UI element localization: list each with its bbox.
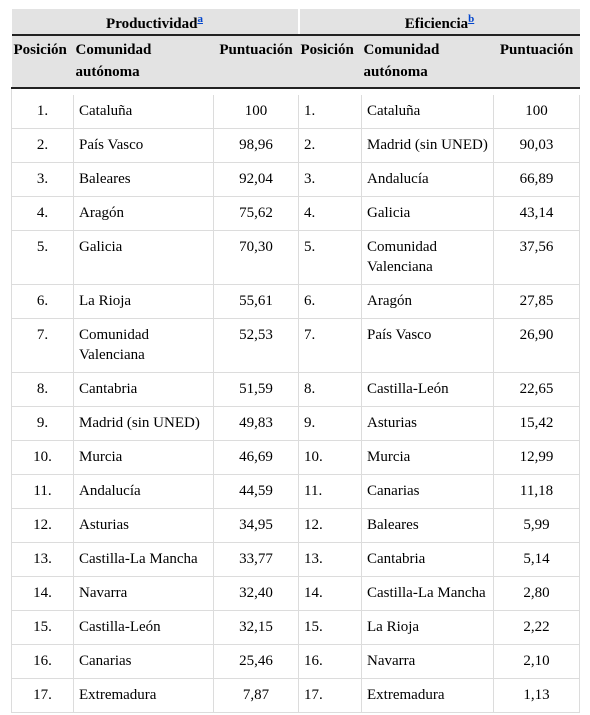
eficiencia-puntuacion-cell: 100 xyxy=(494,95,580,129)
eficiencia-posicion-cell: 11. xyxy=(299,475,362,509)
eficiencia-posicion-cell: 10. xyxy=(299,441,362,475)
productividad-comunidad-cell: País Vasco xyxy=(74,129,214,163)
eficiencia-puntuacion-cell: 26,90 xyxy=(494,319,580,373)
productividad-posicion-cell: 4. xyxy=(12,197,74,231)
group-header-row xyxy=(12,9,580,35)
column-header-comunidad: Comunidad autónoma xyxy=(362,35,494,88)
productividad-comunidad-cell: Cantabria xyxy=(74,373,214,407)
table-row xyxy=(12,95,580,129)
productividad-comunidad-cell: Asturias xyxy=(74,509,214,543)
eficiencia-comunidad-cell: Cantabria xyxy=(362,543,494,577)
productividad-posicion-cell: 2. xyxy=(12,129,74,163)
eficiencia-posicion-cell: 4. xyxy=(299,197,362,231)
eficiencia-puntuacion-cell: 15,42 xyxy=(494,407,580,441)
eficiencia-comunidad-cell: Asturias xyxy=(362,407,494,441)
table-row xyxy=(12,577,580,611)
footnote-link-b[interactable]: b xyxy=(468,13,475,25)
productividad-posicion-cell: 3. xyxy=(12,163,74,197)
productividad-group-header xyxy=(12,9,299,35)
eficiencia-comunidad-cell: Murcia xyxy=(362,441,494,475)
eficiencia-comunidad-cell: Cataluña xyxy=(362,95,494,129)
productividad-comunidad-cell: Comunidad Valenciana xyxy=(74,319,214,373)
table-row xyxy=(12,611,580,645)
productividad-comunidad-cell: Baleares xyxy=(74,163,214,197)
productividad-posicion-cell: 7. xyxy=(12,319,74,373)
eficiencia-puntuacion-cell: 43,14 xyxy=(494,197,580,231)
productividad-comunidad-cell: Canarias xyxy=(74,645,214,679)
productividad-comunidad-cell: Aragón xyxy=(74,197,214,231)
footnote-link-a[interactable]: a xyxy=(197,13,203,25)
productividad-posicion-cell: 9. xyxy=(12,407,74,441)
table-row xyxy=(12,197,580,231)
eficiencia-posicion-cell: 16. xyxy=(299,645,362,679)
eficiencia-puntuacion-cell: 37,56 xyxy=(494,231,580,285)
productividad-comunidad-cell: La Rioja xyxy=(74,285,214,319)
productividad-comunidad-cell: Madrid (sin UNED) xyxy=(74,407,214,441)
productividad-footnote xyxy=(197,11,203,25)
productividad-puntuacion-cell: 49,83 xyxy=(214,407,299,441)
eficiencia-posicion-cell: 2. xyxy=(299,129,362,163)
table-row xyxy=(12,407,580,441)
table-header xyxy=(12,9,580,88)
productividad-puntuacion-cell: 32,40 xyxy=(214,577,299,611)
eficiencia-posicion-cell: 5. xyxy=(299,231,362,285)
productividad-comunidad-cell: Extremadura xyxy=(74,679,214,713)
productividad-label: Productividad xyxy=(106,16,198,32)
table-body xyxy=(12,88,580,713)
eficiencia-posicion-cell: 14. xyxy=(299,577,362,611)
eficiencia-comunidad-cell: Extremadura xyxy=(362,679,494,713)
column-header-posicion: Posición xyxy=(299,35,362,88)
productividad-puntuacion-cell: 34,95 xyxy=(214,509,299,543)
eficiencia-puntuacion-cell: 66,89 xyxy=(494,163,580,197)
productividad-posicion-cell: 16. xyxy=(12,645,74,679)
eficiencia-puntuacion-cell: 5,14 xyxy=(494,543,580,577)
eficiencia-puntuacion-cell: 1,13 xyxy=(494,679,580,713)
productividad-puntuacion-cell: 44,59 xyxy=(214,475,299,509)
productividad-puntuacion-cell: 7,87 xyxy=(214,679,299,713)
productividad-comunidad-cell: Navarra xyxy=(74,577,214,611)
productividad-comunidad-cell: Cataluña xyxy=(74,95,214,129)
productividad-posicion-cell: 8. xyxy=(12,373,74,407)
eficiencia-comunidad-cell: La Rioja xyxy=(362,611,494,645)
productividad-posicion-cell: 10. xyxy=(12,441,74,475)
table-row xyxy=(12,163,580,197)
productividad-posicion-cell: 1. xyxy=(12,95,74,129)
table-row xyxy=(12,679,580,713)
header-spacer xyxy=(12,88,580,95)
productividad-puntuacion-cell: 52,53 xyxy=(214,319,299,373)
eficiencia-puntuacion-cell: 2,80 xyxy=(494,577,580,611)
eficiencia-posicion-cell: 6. xyxy=(299,285,362,319)
productividad-posicion-cell: 12. xyxy=(12,509,74,543)
column-header-puntuacion: Puntuación xyxy=(214,35,299,88)
eficiencia-group-header xyxy=(299,9,580,35)
table-row xyxy=(12,129,580,163)
column-header-puntuacion: Puntuación xyxy=(494,35,580,88)
eficiencia-comunidad-cell: Baleares xyxy=(362,509,494,543)
productividad-posicion-cell: 17. xyxy=(12,679,74,713)
eficiencia-puntuacion-cell: 2,10 xyxy=(494,645,580,679)
productividad-comunidad-cell: Castilla-La Mancha xyxy=(74,543,214,577)
eficiencia-puntuacion-cell: 90,03 xyxy=(494,129,580,163)
eficiencia-puntuacion-cell: 27,85 xyxy=(494,285,580,319)
table-row xyxy=(12,319,580,373)
productividad-puntuacion-cell: 92,04 xyxy=(214,163,299,197)
eficiencia-puntuacion-cell: 2,22 xyxy=(494,611,580,645)
eficiencia-comunidad-cell: País Vasco xyxy=(362,319,494,373)
eficiencia-posicion-cell: 12. xyxy=(299,509,362,543)
table-row xyxy=(12,441,580,475)
productividad-posicion-cell: 14. xyxy=(12,577,74,611)
eficiencia-puntuacion-cell: 11,18 xyxy=(494,475,580,509)
eficiencia-posicion-cell: 13. xyxy=(299,543,362,577)
eficiencia-posicion-cell: 9. xyxy=(299,407,362,441)
productividad-puntuacion-cell: 100 xyxy=(214,95,299,129)
eficiencia-comunidad-cell: Castilla-León xyxy=(362,373,494,407)
eficiencia-puntuacion-cell: 12,99 xyxy=(494,441,580,475)
productividad-puntuacion-cell: 70,30 xyxy=(214,231,299,285)
table-row xyxy=(12,543,580,577)
eficiencia-label: Eficiencia xyxy=(404,16,469,32)
productividad-comunidad-cell: Galicia xyxy=(74,231,214,285)
table-row xyxy=(12,645,580,679)
table-row xyxy=(12,509,580,543)
productividad-posicion-cell: 13. xyxy=(12,543,74,577)
productividad-puntuacion-cell: 46,69 xyxy=(214,441,299,475)
eficiencia-comunidad-cell: Navarra xyxy=(362,645,494,679)
table-row xyxy=(12,231,580,285)
productividad-posicion-cell: 15. xyxy=(12,611,74,645)
eficiencia-posicion-cell: 1. xyxy=(299,95,362,129)
eficiencia-comunidad-cell: Madrid (sin UNED) xyxy=(362,129,494,163)
ranking-table xyxy=(11,9,580,713)
table-row xyxy=(12,475,580,509)
eficiencia-comunidad-cell: Aragón xyxy=(362,285,494,319)
eficiencia-posicion-cell: 3. xyxy=(299,163,362,197)
productividad-puntuacion-cell: 33,77 xyxy=(214,543,299,577)
productividad-puntuacion-cell: 32,15 xyxy=(214,611,299,645)
eficiencia-comunidad-cell: Andalucía xyxy=(362,163,494,197)
table-row xyxy=(12,285,580,319)
eficiencia-comunidad-cell: Comunidad Valenciana xyxy=(362,231,494,285)
eficiencia-puntuacion-cell: 5,99 xyxy=(494,509,580,543)
column-header-row xyxy=(12,35,580,88)
productividad-puntuacion-cell: 75,62 xyxy=(214,197,299,231)
productividad-puntuacion-cell: 55,61 xyxy=(214,285,299,319)
column-header-comunidad: Comunidad autónoma xyxy=(74,35,214,88)
eficiencia-comunidad-cell: Galicia xyxy=(362,197,494,231)
productividad-posicion-cell: 5. xyxy=(12,231,74,285)
productividad-posicion-cell: 11. xyxy=(12,475,74,509)
eficiencia-comunidad-cell: Castilla-La Mancha xyxy=(362,577,494,611)
productividad-posicion-cell: 6. xyxy=(12,285,74,319)
eficiencia-posicion-cell: 8. xyxy=(299,373,362,407)
productividad-comunidad-cell: Andalucía xyxy=(74,475,214,509)
eficiencia-puntuacion-cell: 22,65 xyxy=(494,373,580,407)
eficiencia-posicion-cell: 15. xyxy=(299,611,362,645)
eficiencia-posicion-cell: 17. xyxy=(299,679,362,713)
eficiencia-comunidad-cell: Canarias xyxy=(362,475,494,509)
productividad-puntuacion-cell: 51,59 xyxy=(214,373,299,407)
productividad-comunidad-cell: Murcia xyxy=(74,441,214,475)
eficiencia-footnote xyxy=(468,11,474,25)
eficiencia-posicion-cell: 7. xyxy=(299,319,362,373)
productividad-comunidad-cell: Castilla-León xyxy=(74,611,214,645)
productividad-puntuacion-cell: 98,96 xyxy=(214,129,299,163)
table-row xyxy=(12,373,580,407)
column-header-posicion: Posición xyxy=(12,35,74,88)
productividad-puntuacion-cell: 25,46 xyxy=(214,645,299,679)
